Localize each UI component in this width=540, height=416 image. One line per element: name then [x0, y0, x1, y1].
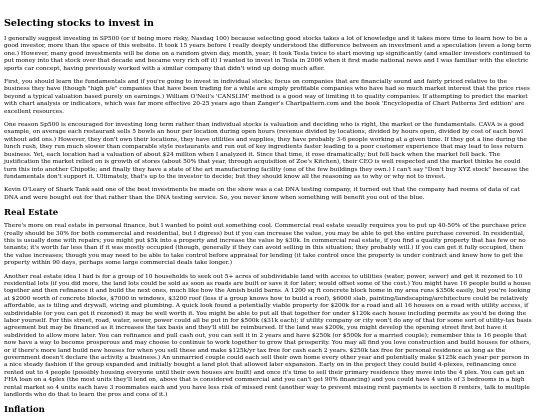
intro-paragraph-1: I generally suggest investing in SP500 (or if being more risky, Nasdaq 100) because selecting good stocks takes a lot of knowledge and it takes more time to learn how to be a good investor, more than the space of this website. It took 15 years before I really deeply understood the difference between an investment and a speculation (even a long term one.) However, many good investments will be done on a random given day, month, year; it took Tesla twice to start moving up significantly (and smaller investors continued to put money into that stock over that decade and became very rich off it) I wanted to invest in Tesla in 2006 when it first made national news and I was familiar with the electric sports car concept, having previously worked with a similar company that didn't wind up doing much after.: [4, 36, 532, 72]
document-title: Selecting stocks to invest in: [4, 18, 154, 29]
section-heading-real-estate: Real Estate: [4, 208, 59, 219]
section-heading-inflation: Inflation: [4, 405, 45, 416]
real-estate-paragraph-1: There's more on real estate in personal finance, but I wanted to point out something cool. Commercial real estate usually requires you to put up 40-50% of the purchase price (really should be 30% for both commercial and residential, but I digress) but if you can increase the value, you may be able to get the entire purchase covered. In residential, this is usually done with repairs; you might put $5k into a property and increase the value by $30k. In commercial real estate, if you find a quality property that has few or no tenants; it's worth far less than if it was mostly occupied (though, generally if they can avoid selling in this situation; they probably will.) If you can get it fully occupied, then the value increases; though you may need to be able to take control before appraisal for lending (it take control once the property is under contract and knew how to get the property within 90 days, perhaps some large commercial deals take longer.): [4, 223, 527, 267]
intro-paragraph-2: First, you should learn the fundamentals and if you're going to invest in individual stocks; focus on companies that are financially sound and fairly priced relative to the business they have (though "high p/e" companies that have been trading for a while are simply profitable companies who have had so much market interest that the price rises beyond a typical valuation based purely on earnings.) William O'Neil's 'CANSLIM' method is a good way of limiting it to quality companies. If attempting to predict the market with chart analysis or indicators, which was far more effective 20-25 years ago than Zanger's Chartpattern.com and the book 'Encyclopedia of Chart Patterns 3rd edition' are excellent resources.: [4, 79, 530, 115]
intro-paragraph-4: Kevin O'Leary of Shark Tank said one of the best investments he made on the show was a cat DNA testing company, it turned out that the company had reems of data of cat DNA and were bought out for that rather than the DNA testing service. So, you never know when something will benefit you out of the blue.: [4, 187, 520, 201]
real-estate-paragraph-2: Another real estate idea I had is for a group of 10 households to seek out 5+ acres of subdividable land with access to utilities (water, power, sewer) and get it rezoned to 10 residential lots (if you did more, the land lots could be sold as soon as roads are built or save it for later; would offset some of the cost.) You might have 16 people build a house together and then refinance it and build the next ones, much like how the Amish build barns. A 1200 sq ft concrete block home in my area runs $350k easily, but you're looking at $2000 worth of concrete blocks, $7000 in windows, $3200 roof (less if a group knows how to build a roof), $6000 slab, painting/landscaping/architecture could be relatively affordable, as is tiling and drywall, wiring and plumbing. A quick look found a potentially viable property for $200k for a road and all 16 houses on a road with utility access, if subdividable (or you can get it rezoned) it may be well worth it. You might be able to put all that together for under $120k each house including permits as you'd be doing the labor yourself. For this street, road, water, sewer, power could all be put in for $500k ($31k each); if utility company or city won't do any of that for some sort of utility-tax basis agreement but may be financed as it increases the tax basis and they'll still be reimbursed. If the land was $200k, you might develop the opening street first but have it subdivided to allow more later. You can refinance and pull cash out, you can sell it in 2 years and have $250k (or $500k for a married couple); remember this is 16 people that now have a way to become prosperous and may choose to continue to work together to grow that prosperity. You may all find you love construction and build houses for others, or if there's more land build new houses for when you sell these and make $125k/yr tax free for cash each 2 years. $250k tax free for personal residence as long as the government doesn't declare the activity a business.) An unmarried couple could each sell their own home every other year and potentially make $125k each year per person in a nice steady fashion if the group expanded and initially bought a land plot that allowed later expansion. Early on in the project they could build 4-plexes, refinancing once rented out to 4 people (possibly housing everyone until their own houses are built) and once it's time to sell their primary residence they move into the 4 plex. You can get an FHA loan on a 4plex (the most units they'll lend on, above that is considered commercial and you can't get 90% financing) and you could have 4 units of 3 bedrooms in a high rental market so 4 units each have 3 roommates each and you have less risk of missed rent (another way to prevent missing rent payments is section 8 renters, talk to multiple landlords who do that to learn the pros and cons of it.): [4, 273, 532, 399]
intro-paragraph-3: One reason Sp500 is encouraged for investing long term rather than individual stocks is valuation and deciding who is right, the market or the fundamentals. CAVA is a good example, on average each restaurant sells 5 bowls an hour per location during open hours (revenue divided by locations, divided by hours open, divided by cost of each bowl without add ons.) However, they don't own their locations, they have utilities and supplies, they have probably 3-6 people working at a given time. If they got a line during the lunch rush, they run much slower than comparable style restaurants and run out of key ingredients faster leading to a poor customer experience that may lead to less return business. Yet, each location had a valuation of about $24 million when I analyzed it. Since that time, it rose dramatically; but fell back when the market fell back. The justification the market relied on is growth of stores (about 50% that year, through acquisition of Zoe's Kitchen), their CEO is well respected and the market thinks he could turn this into another Chipotle; and finally they have a state of the art manufacturing facility (one of the few buildings they own.) I can't say "Don't buy XYZ stock" because the fundamentals don't support it. Ultimately, that's up to the investor to decide; but they should know all the reasoning as to why or why not to invest.: [4, 122, 529, 180]
